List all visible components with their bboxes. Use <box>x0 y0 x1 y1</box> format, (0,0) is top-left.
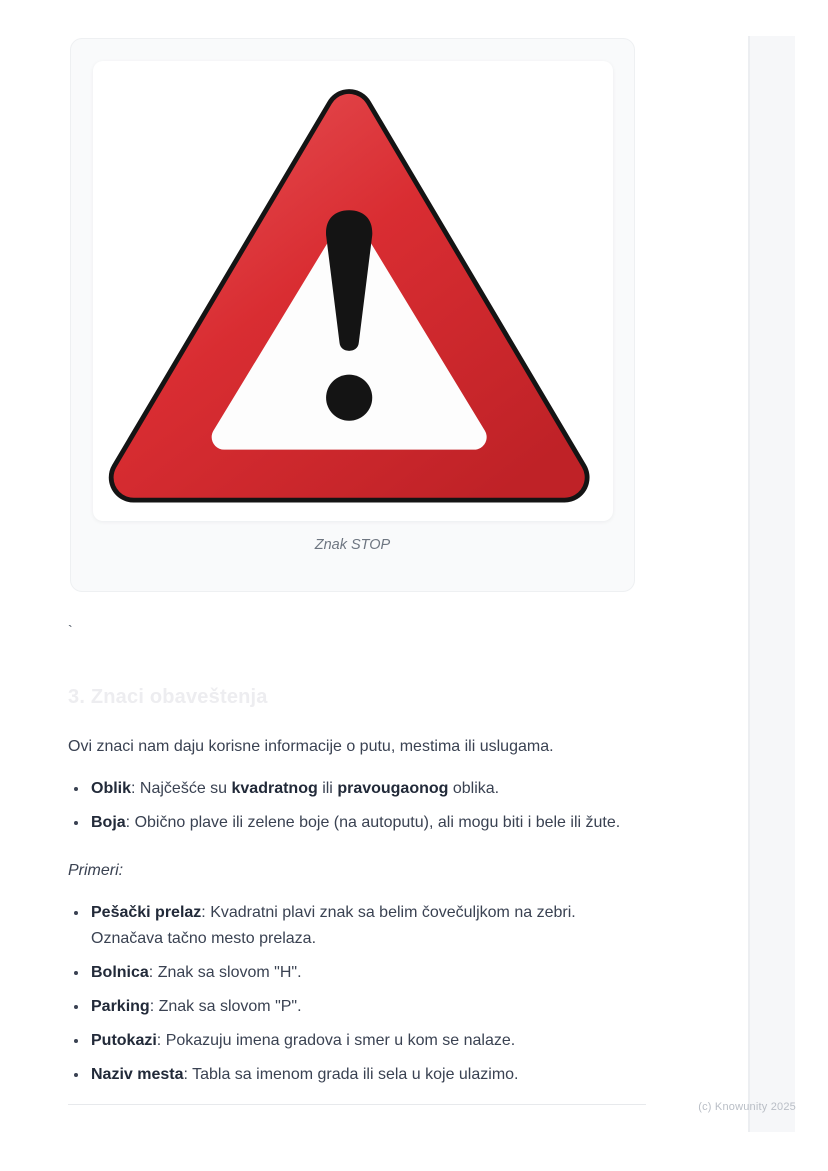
section-heading-faint: 3. Znaci obaveštenja <box>68 686 268 708</box>
intro-paragraph: Ovi znaci nam daju korisne informacije o putu, mestima ili uslugama. <box>68 738 554 755</box>
list-item: • Parking: Znak sa slovom "P". <box>89 994 650 1020</box>
figure-image-frame <box>93 61 613 521</box>
right-page-edge-strip[interactable] <box>748 36 795 1132</box>
list-item: • Boja: Obično plave ili zelene boje (na autoputu), ali mogu biti i bele ili žute. <box>89 810 650 836</box>
list-item: • Bolnica: Znak sa slovom "H". <box>89 960 650 986</box>
properties-list <box>68 776 650 836</box>
list-item: • Naziv mesta: Tabla sa imenom grada ili sela u koje ulazimo. <box>89 1062 650 1088</box>
stray-backtick: ` <box>68 622 73 638</box>
list-item: • Pešački prelaz: Kvadratni plavi znak sa belim čovečuljkom na zebri. Označava tačno mesto prelaza. <box>89 900 650 952</box>
primeri-label: Primeri: <box>68 862 124 879</box>
warning-triangle-image <box>103 68 603 514</box>
exclamation-dot <box>326 375 372 421</box>
list-item: • Oblik: Najčešće su kvadratnog ili pravougaonog oblika. <box>89 776 650 802</box>
list-item: • Putokazi: Pokazuju imena gradova i smer u kom se nalaze. <box>89 1028 650 1054</box>
document-content <box>68 0 650 1105</box>
figure-card <box>70 38 635 592</box>
figure-caption: Znak STOP <box>314 537 391 553</box>
copyright-notice: (c) Knowunity 2025 <box>698 1101 796 1113</box>
examples-list <box>68 900 650 1088</box>
section-divider <box>68 1104 646 1105</box>
